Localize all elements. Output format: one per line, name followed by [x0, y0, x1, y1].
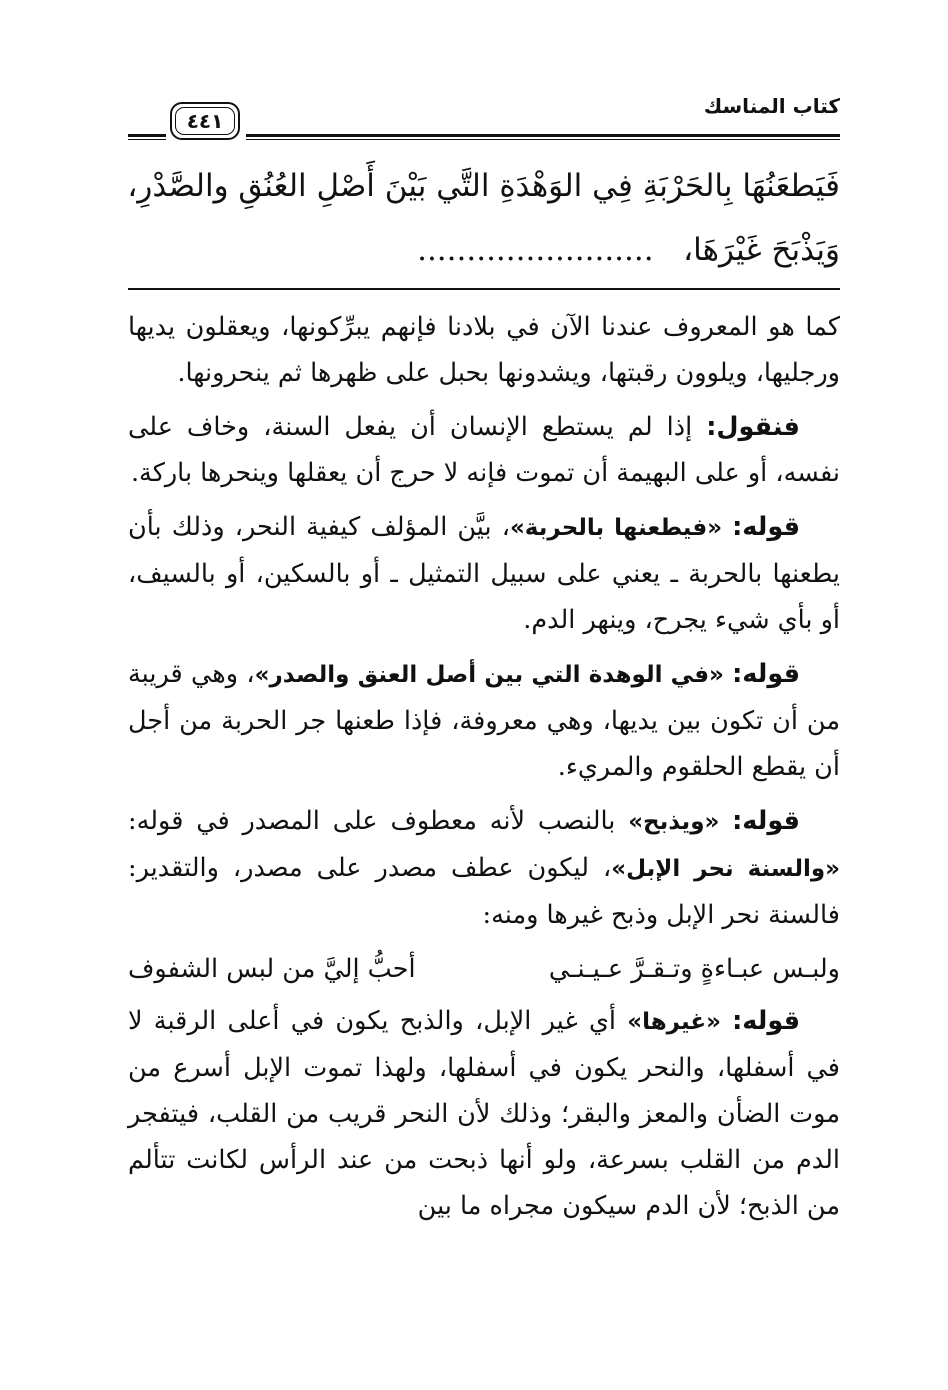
header-rule-left: [128, 134, 166, 137]
paragraph-lead: قوله:: [732, 512, 801, 542]
header-rule: [246, 134, 840, 137]
paragraph-text: ، وهي قريبة من أن تكون بين يديها، وهي معروفة، فإذا طعنها جر الحربة من أجل أن يقطع الحلقوم والمريء.: [128, 659, 840, 782]
quoted-text-2: «والسنة نحر الإبل»: [611, 856, 840, 882]
commentary-paragraph-3: [128, 504, 840, 643]
header-rule-left-thin: [128, 139, 166, 140]
verse-first-hemistich: ولبـس عبـاءةٍ وتـقـرَّ عـيـنـي: [548, 954, 840, 984]
paragraph-text-2: ، ليكون عطف مصدر على مصدر، والتقدير: فالسنة نحر الإبل وذبح غيرها ومنه:: [128, 853, 840, 930]
page-number: ٤٤١: [170, 102, 240, 140]
main-text-line-2: [128, 218, 840, 282]
quoted-text: «غيرها»: [627, 1009, 733, 1035]
main-text: [128, 154, 840, 282]
quoted-text: «في الوهدة التي بين أصل العنق والصدر»: [254, 662, 733, 688]
running-header: [128, 90, 840, 148]
paragraph-text: بالنصب لأنه معطوف على المصدر في قوله:: [128, 806, 629, 836]
poetry-verse: [128, 946, 840, 992]
header-rule-thin: [246, 139, 840, 140]
quoted-text: «ويذبح»: [628, 809, 733, 835]
paragraph-text: ، بيَّن المؤلف كيفية النحر، وذلك بأن يطعنها بالحربة ـ يعني على سبيل التمثيل ـ أو بالسكين، أو بالسيف، أو بأي شيء يجرح، وينهر الدم.: [128, 512, 840, 635]
main-text-line-1: فَيَطعَنُهَا بِالحَرْبَةِ فِي الوَهْدَةِ التَّي بَيْنَ أَصْلِ العُنُقِ والصَّدْرِ،: [127, 168, 840, 204]
book-title: كتاب المناسك: [703, 94, 840, 118]
paragraph-lead: فنقول:: [706, 412, 800, 442]
verse-second-hemistich: أحبُّ إليَّ من لبس الشفوف: [128, 954, 416, 984]
commentary-paragraph-2: [128, 404, 840, 496]
paragraph-lead: قوله:: [732, 659, 801, 689]
commentary-paragraph-6: [128, 998, 840, 1229]
quoted-text: «فيطعنها بالحربة»: [509, 515, 733, 541]
paragraph-lead: قوله:: [732, 1006, 801, 1036]
commentary-paragraph-4: [128, 651, 840, 790]
commentary-paragraph-1: كما هو المعروف عندنا الآن في بلادنا فإنهم يبرِّكونها، ويعقلون يديها ورجليها، ويلوون رقبتها، ويشدونها بحبل على ظهرها ثم ينحرونها.: [128, 312, 840, 388]
main-text-dots: ........................: [417, 232, 654, 268]
main-text-divider: [128, 288, 840, 290]
commentary: [128, 304, 840, 1229]
paragraph-text: أي غير الإبل، والذبح يكون في أعلى الرقبة لا في أسفلها، والنحر يكون في أسفلها، ولهذا تموت الإبل أسرع من موت الضأن والمعز والبقر؛ وذلك لأن النحر قريب من القلب، فيتفجر الدم من القلب بسرعة، ولو أنها ذبحت من عند الرأس لكانت تتألم من الذبح؛ لأن الدم سيكون مجراه ما بين: [128, 1006, 840, 1221]
main-text-line-2-words: وَيَذْبَحَ غَيْرَهَا،: [683, 232, 840, 268]
paragraph-text: إذا لم يستطع الإنسان أن يفعل السنة، وخاف على نفسه، أو على البهيمة أن تموت فإنه لا حرج أن يعقلها وينحرها باركة.: [128, 412, 840, 488]
commentary-paragraph-5: [128, 798, 840, 938]
book-page: [128, 90, 840, 1237]
paragraph-lead: قوله:: [732, 806, 800, 836]
